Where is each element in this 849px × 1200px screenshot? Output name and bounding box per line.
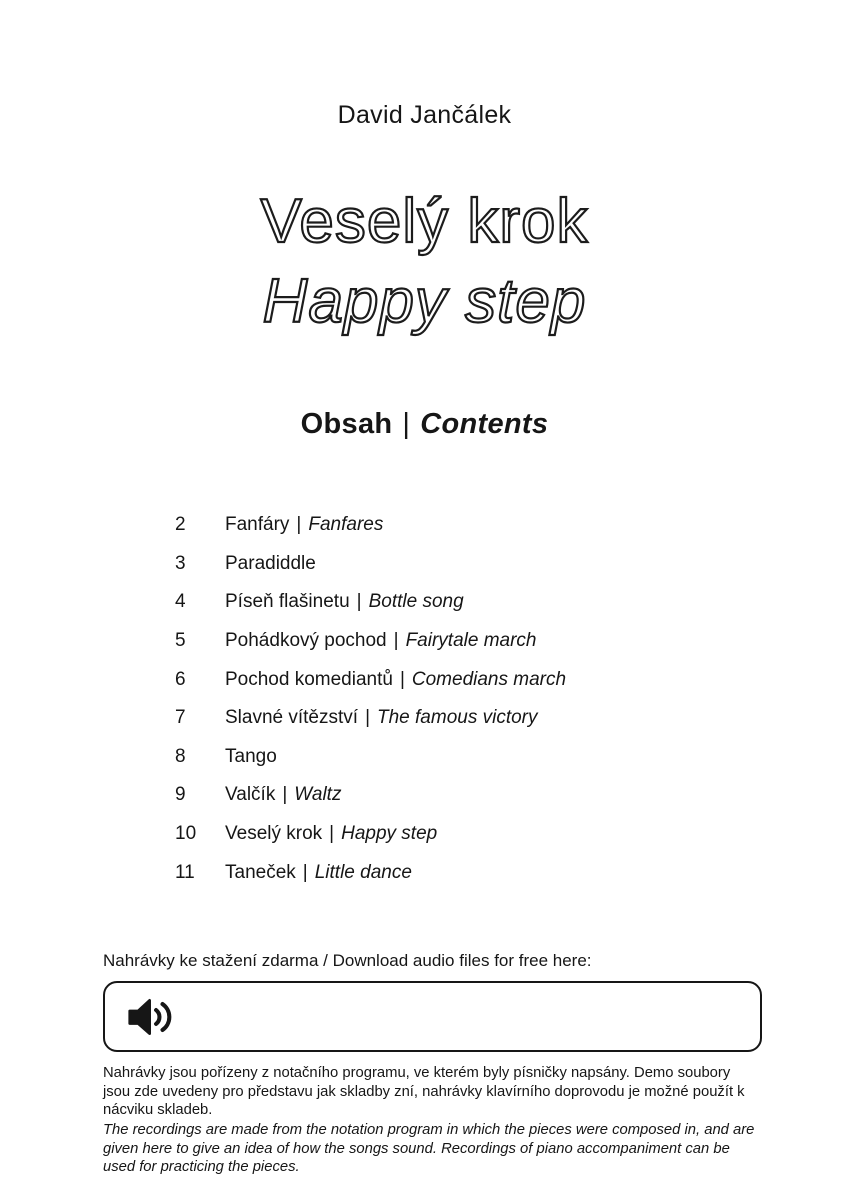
toc-page-number: 8 bbox=[175, 745, 186, 767]
main-title-czech: Veselý krok bbox=[260, 187, 589, 256]
toc-title-czech: Veselý krok bbox=[225, 823, 323, 845]
toc-title-czech: Paradiddle bbox=[225, 552, 316, 574]
note-czech: Nahrávky jsou pořízeny z notačního programu, ve kterém byly písničky napsány. Demo soubory jsou zde uvedeny pro představu jak skladby zní, nahrávky klavírního doprovodu je možné použít k nácviku skladeb. bbox=[103, 1065, 745, 1119]
toc-title bbox=[225, 862, 412, 884]
toc-title-english: Little dance bbox=[314, 861, 412, 883]
toc-page-number: 10 bbox=[175, 823, 197, 845]
toc-row bbox=[175, 738, 789, 777]
toc-row bbox=[175, 622, 789, 661]
toc-row bbox=[175, 776, 789, 815]
toc-title-english: Fairytale march bbox=[405, 630, 537, 652]
table-of-contents bbox=[175, 506, 789, 892]
toc-title-czech: Valčík bbox=[225, 784, 276, 806]
toc-page-number: 6 bbox=[175, 668, 186, 690]
author-name: David Jančálek bbox=[337, 101, 512, 129]
toc-title-czech: Píseň flašinetu bbox=[225, 591, 350, 613]
toc-page-number: 11 bbox=[175, 861, 195, 883]
toc-separator: | bbox=[329, 823, 335, 845]
toc-title bbox=[225, 591, 464, 613]
toc-title bbox=[225, 669, 566, 691]
toc-row bbox=[175, 853, 789, 892]
toc-title-english: Happy step bbox=[341, 823, 438, 845]
note-english: The recordings are made from the notation program in which the pieces were composed in, and are given here to give an idea of how the songs sound. Recordings of piano accompaniment can be used for practicing the pieces. bbox=[103, 1122, 755, 1176]
toc-title bbox=[225, 514, 383, 536]
toc-title-english: Fanfares bbox=[308, 514, 384, 536]
toc-title-english: Waltz bbox=[294, 784, 342, 806]
toc-separator: | bbox=[393, 630, 399, 652]
toc-row bbox=[175, 583, 789, 622]
toc-row bbox=[175, 506, 789, 545]
toc-title-czech: Slavné vítězství bbox=[225, 707, 359, 729]
toc-separator: | bbox=[356, 591, 362, 613]
toc-page-number: 5 bbox=[175, 630, 186, 652]
toc-page-number: 4 bbox=[175, 591, 186, 613]
toc-title bbox=[225, 553, 316, 575]
main-title-english: Happy step bbox=[262, 267, 587, 336]
toc-separator: | bbox=[302, 861, 308, 883]
main-title bbox=[0, 182, 849, 342]
toc-title bbox=[225, 630, 536, 652]
toc-separator: | bbox=[365, 707, 370, 729]
contents-heading-separator: | bbox=[402, 408, 411, 440]
toc-title-english: Comedians march bbox=[411, 668, 567, 690]
toc-row bbox=[175, 545, 789, 584]
toc-separator: | bbox=[399, 668, 405, 690]
download-label: Nahrávky ke stažení zdarma / Download audio files for free here: bbox=[103, 951, 592, 970]
contents-heading bbox=[0, 408, 849, 441]
toc-row bbox=[175, 660, 789, 699]
toc-row bbox=[175, 699, 789, 738]
toc-title-czech: Pochod komediantů bbox=[225, 668, 393, 690]
contents-heading-czech: Obsah bbox=[300, 408, 393, 440]
toc-title-english: Bottle song bbox=[368, 591, 464, 613]
contents-heading-english: Contents bbox=[420, 408, 549, 440]
toc-title-czech: Tango bbox=[225, 745, 277, 767]
download-link-box[interactable] bbox=[103, 981, 762, 1052]
toc-separator: | bbox=[296, 514, 302, 536]
toc-title-english: The famous victory bbox=[377, 707, 538, 729]
toc-title bbox=[225, 746, 277, 768]
toc-separator: | bbox=[282, 784, 288, 806]
toc-title bbox=[225, 784, 341, 806]
toc-row bbox=[175, 815, 789, 854]
speaker-icon bbox=[127, 997, 175, 1037]
toc-page-number: 3 bbox=[175, 552, 186, 574]
toc-page-number: 9 bbox=[175, 784, 186, 806]
toc-title-czech: Taneček bbox=[225, 861, 296, 883]
toc-page-number: 2 bbox=[175, 514, 186, 536]
toc-title-czech: Pohádkový pochod bbox=[225, 630, 387, 652]
toc-title bbox=[225, 707, 538, 729]
toc-title-czech: Fanfáry bbox=[225, 514, 290, 536]
toc-page-number: 7 bbox=[175, 707, 186, 729]
toc-title bbox=[225, 823, 437, 845]
